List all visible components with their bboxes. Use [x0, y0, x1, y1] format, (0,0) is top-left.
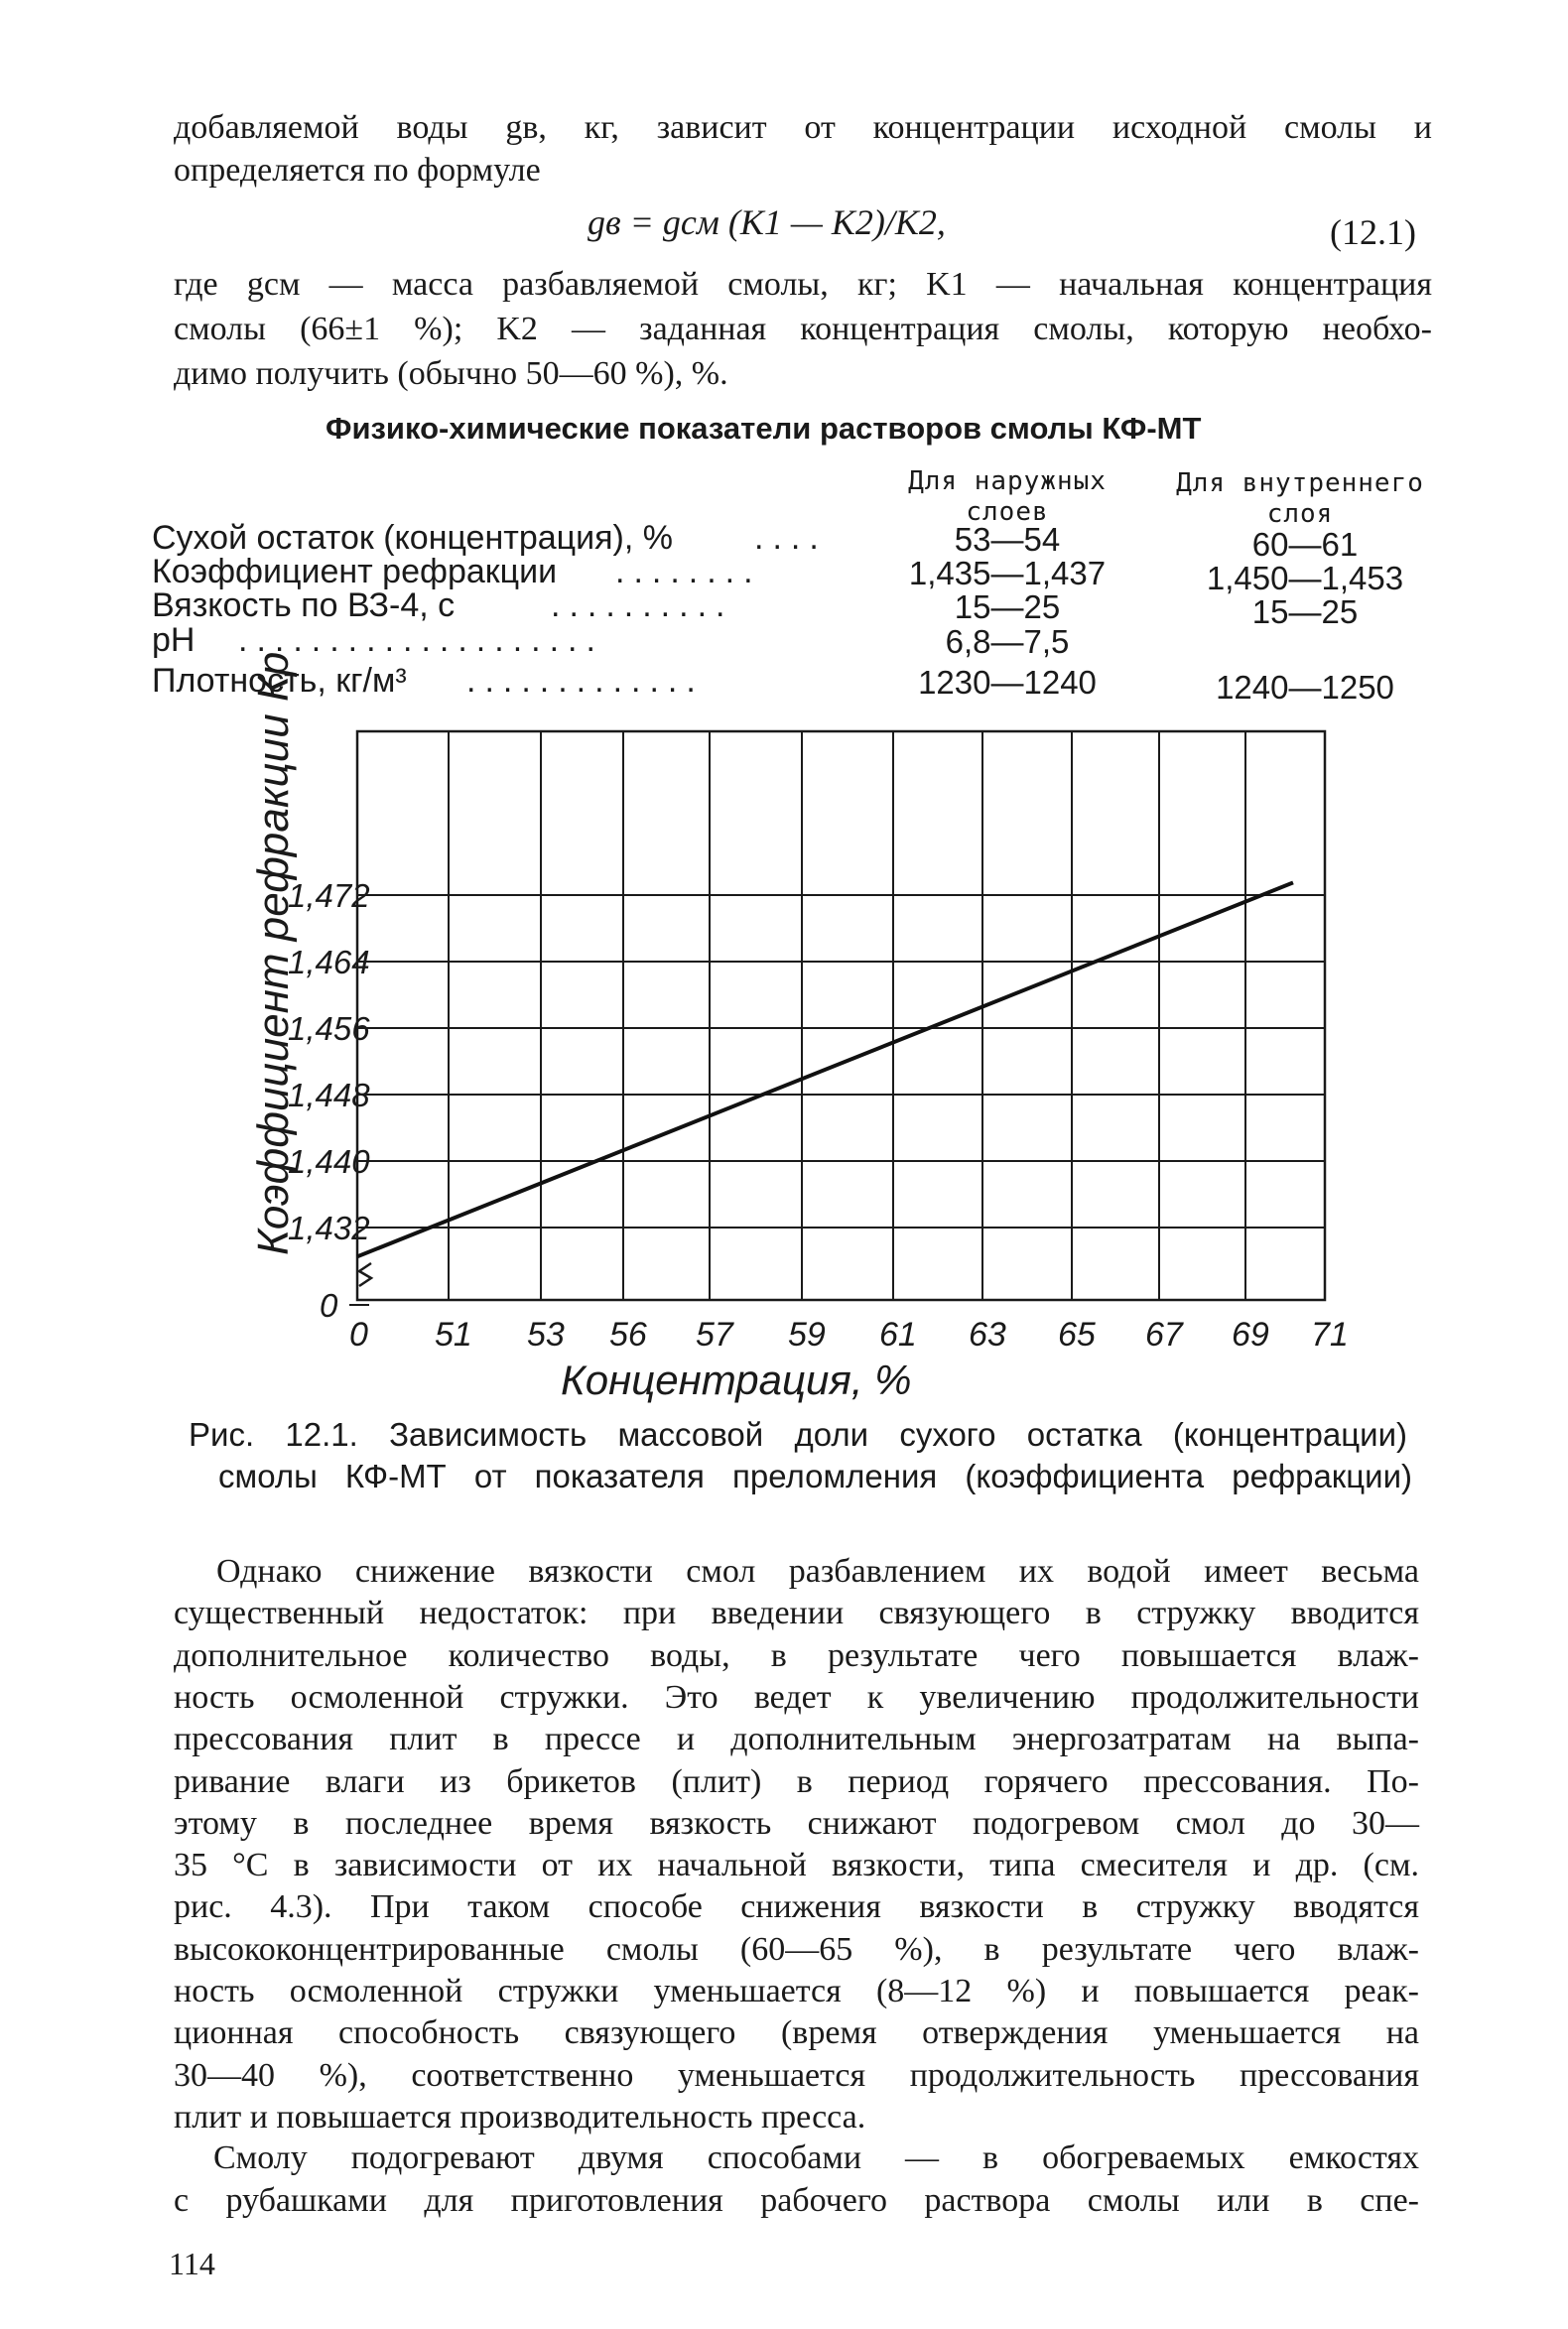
- row-inner-value: 60—61: [1251, 526, 1359, 563]
- axis-break: [359, 1263, 371, 1286]
- row-inner-value: 15—25: [1251, 593, 1359, 630]
- body-line: ционная способность связующего (время отверждения уменьшается на: [174, 2014, 1419, 2052]
- y-tick-label: 1,472: [288, 877, 370, 914]
- y-tick-label: 0: [320, 1287, 338, 1324]
- col-header-inner-line2: слоя: [1266, 499, 1334, 529]
- y-tick-label: 1,464: [288, 944, 370, 980]
- leader-dots: .............: [466, 662, 705, 700]
- leader-dots: ....................: [238, 621, 604, 659]
- row-inner-value: 1,450—1,453: [1206, 560, 1404, 596]
- table-title: Физико-химические показатели растворов смолы КФ-МТ: [326, 411, 1202, 446]
- page-number: 114: [169, 2246, 215, 2281]
- row-property: pH: [152, 621, 196, 659]
- row-property: Сухой остаток (концентрация), %: [152, 519, 673, 557]
- x-tick-label: 65: [1058, 1316, 1096, 1354]
- last-line-1: Смолу подогревают двумя способами — в обогреваемых емкостях: [213, 2139, 1419, 2176]
- x-tick-label: 57: [696, 1316, 733, 1354]
- col-header-outer-line1: Для наружных: [908, 466, 1107, 496]
- intro-line-1: добавляемой воды gв, кг, зависит от концентрации исходной смолы и: [174, 109, 1432, 146]
- x-tick-label: 59: [788, 1316, 826, 1354]
- body-line: существенный недостаток: при введении связующего в стружку вводится: [174, 1595, 1419, 1632]
- y-tick-label: 1,448: [288, 1077, 370, 1113]
- body-line: высококонцентрированные смолы (60—65 %), в результате чего влаж-: [174, 1930, 1419, 1968]
- body-line: ность осмоленной стружки. Это ведет к увеличению продолжительности: [174, 1678, 1419, 1716]
- x-tick-label: 63: [969, 1316, 1006, 1354]
- row-outer-value: 6,8—7,5: [945, 623, 1070, 660]
- x-tick-label: 69: [1232, 1316, 1269, 1354]
- body-line: ность осмоленной стружки уменьшается (8—12 %) и повышается реак-: [174, 1973, 1419, 2009]
- chart-series: [357, 882, 1293, 1256]
- row-outer-value: 53—54: [954, 521, 1061, 558]
- body-line: этому в последнее время вязкость снижают подогревом смол до 30—: [174, 1804, 1419, 1842]
- formula-12-1: gв = gсм (K1 — K2)/K2,: [588, 202, 946, 242]
- col-header-inner-line1: Для внутреннего: [1176, 468, 1424, 498]
- chart-grid: [349, 731, 1325, 1305]
- leader-dots: ........: [615, 553, 762, 590]
- row-property: Коэффициент рефракции: [152, 553, 558, 590]
- body-line: Однако снижение вязкости смол разбавлением их водой имеет весьма: [216, 1553, 1419, 1590]
- x-tick-label: 67: [1145, 1316, 1183, 1354]
- row-outer-value: 15—25: [954, 588, 1061, 625]
- last-line-2: с рубашками для приготовления рабочего раствора смолы или в спе-: [174, 2182, 1419, 2219]
- y-tick-label: 1,432: [288, 1210, 370, 1246]
- x-tick-label: 61: [879, 1316, 917, 1354]
- y-axis-label: Коэффициент рефракции Кр: [249, 651, 298, 1255]
- col-header-outer-line2: слоев: [966, 497, 1049, 527]
- series-line-kr: [357, 882, 1293, 1256]
- x-tick-label: 0: [349, 1316, 368, 1354]
- x-axis-label: Концентрация, %: [561, 1357, 912, 1403]
- x-tick-label: 71: [1311, 1316, 1349, 1354]
- where-line-3: димо получить (обычно 50—60 %), %.: [174, 355, 728, 392]
- body-line: рис. 4.3). При таком способе снижения вязкости в стружку вводятся: [174, 1888, 1419, 1926]
- row-outer-value: 1230—1240: [918, 664, 1097, 701]
- body-line: дополнительное количество воды, в результате чего повышается влаж-: [174, 1636, 1419, 1674]
- body-line: 30—40 %), соответственно уменьшается продолжительность прессования: [174, 2056, 1419, 2094]
- leader-dots: ..........: [551, 586, 734, 624]
- figure-caption-line-2: смолы КФ-МТ от показателя преломления (коэффициента рефракции): [218, 1458, 1412, 1494]
- leader-dots: ....: [754, 519, 828, 557]
- x-tick-label: 51: [435, 1316, 472, 1354]
- chart-ticks: [288, 877, 1349, 1354]
- body-line: 35 °С в зависимости от их начальной вязкости, типа смесителя и др. (см.: [174, 1847, 1419, 1884]
- x-tick-label: 56: [609, 1316, 647, 1354]
- where-line-2: смолы (66±1 %); K2 — заданная концентрация смолы, которую необхо-: [174, 311, 1432, 347]
- row-property: Плотность, кг/м³: [152, 662, 407, 700]
- x-tick-label: 53: [527, 1316, 565, 1354]
- where-line-1: где gсм — масса разбавляемой смолы, кг; K1 — начальная концентрация: [174, 266, 1432, 303]
- y-tick-label: 1,440: [288, 1143, 370, 1180]
- y-tick-label: 1,456: [288, 1010, 370, 1047]
- body-line: ривание влаги из брикетов (плит) в период горячего прессования. По-: [174, 1762, 1419, 1800]
- plot-frame: [357, 731, 1325, 1300]
- row-property: Вязкость по ВЗ-4, с: [152, 586, 456, 624]
- intro-line-2: определяется по формуле: [174, 152, 541, 189]
- figure-caption-line-1: Рис. 12.1. Зависимость массовой доли сухого остатка (концентрации): [189, 1416, 1407, 1453]
- body-line: плит и повышается производительность пресса.: [174, 2098, 866, 2135]
- row-outer-value: 1,435—1,437: [908, 555, 1107, 591]
- formula-number: (12.1): [1330, 212, 1416, 252]
- body-line: прессования плит в прессе и дополнительным энергозатратам на выпа-: [174, 1721, 1419, 1758]
- row-inner-value: 1240—1250: [1216, 669, 1394, 706]
